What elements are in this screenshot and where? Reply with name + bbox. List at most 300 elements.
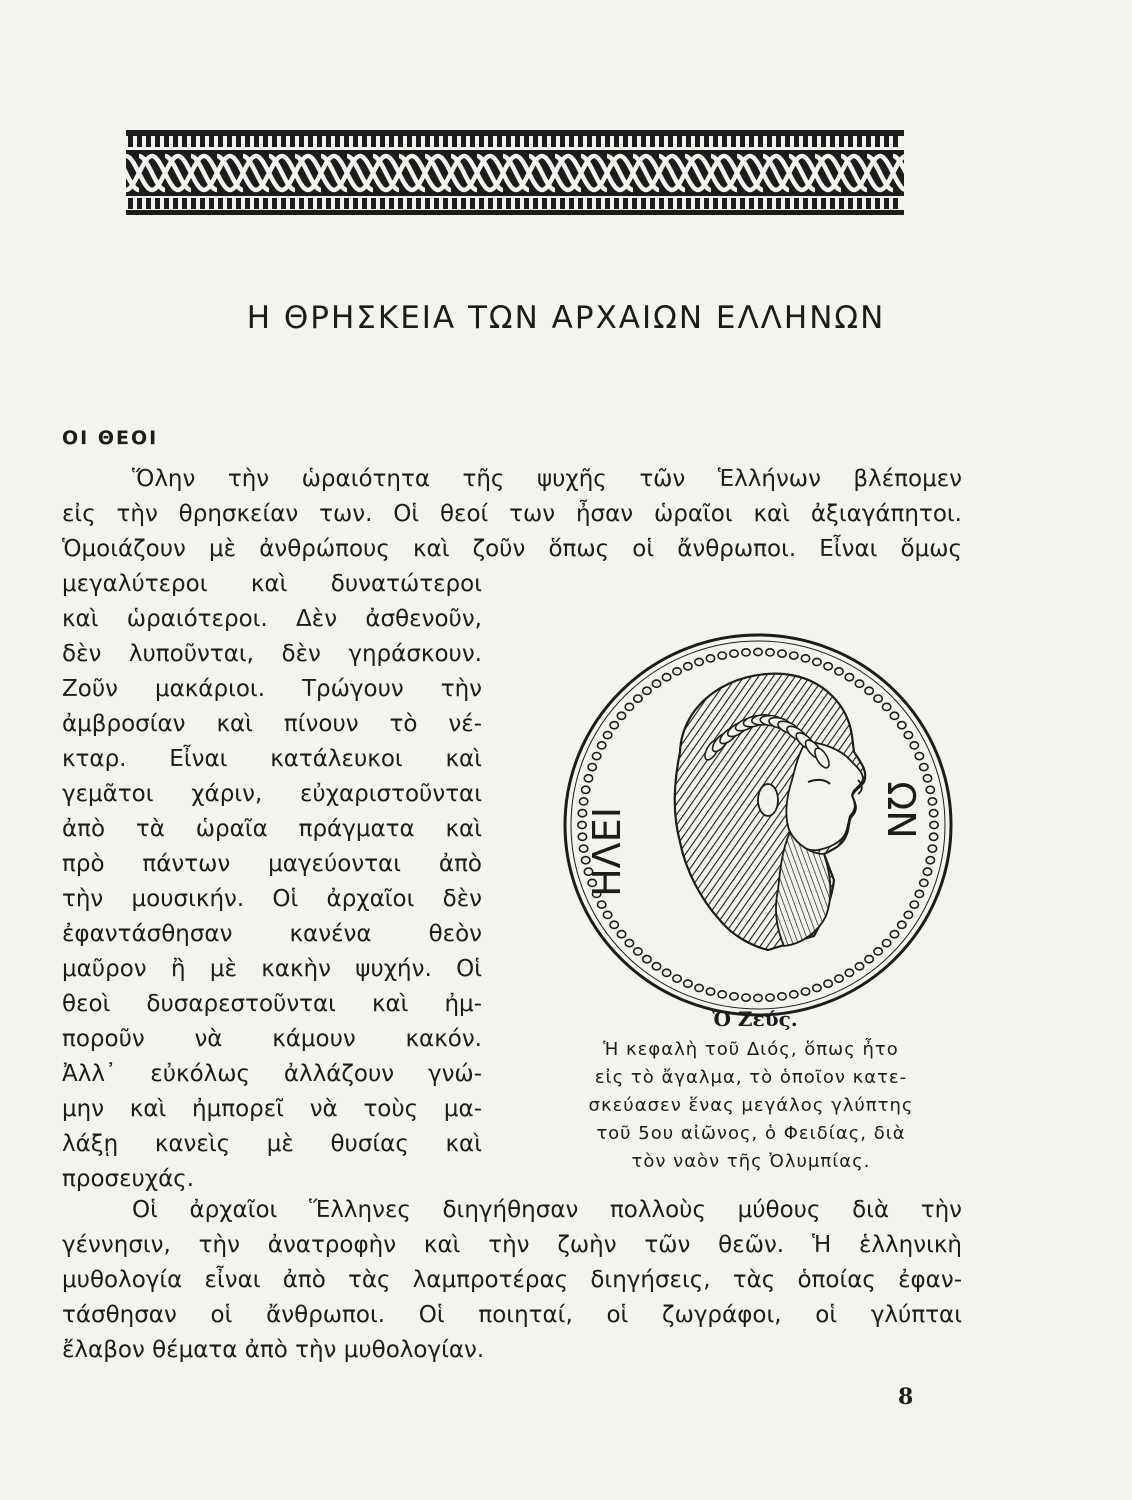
coin-bead [835, 668, 843, 675]
coin-bead [926, 786, 934, 793]
dentil [389, 198, 394, 209]
dentil [407, 198, 412, 209]
dentil [542, 198, 547, 209]
dentil [794, 198, 799, 209]
dentil [344, 136, 349, 147]
dentil [488, 198, 493, 209]
text-line: ἀμβροσίαν καὶ πίνουν τὸ νέ- [62, 711, 482, 737]
dentil [866, 136, 871, 147]
page-number: 8 [898, 1384, 914, 1410]
dentil [632, 198, 637, 209]
dentil [614, 198, 619, 209]
coin-bead [801, 655, 809, 662]
dentil [704, 198, 709, 209]
dentil [497, 136, 502, 147]
dentil [272, 136, 277, 147]
coin-bead [813, 658, 821, 665]
dentil [371, 198, 376, 209]
dentil [146, 198, 151, 209]
dentil [227, 136, 232, 147]
dentil [587, 136, 592, 147]
dentil [461, 198, 466, 209]
dentil [254, 198, 259, 209]
dentil [164, 198, 169, 209]
coin-bead [684, 663, 692, 670]
dentil [884, 136, 889, 147]
dentil [641, 136, 646, 147]
dentil [398, 198, 403, 209]
text-line: προσευχάς. [62, 1166, 195, 1192]
dentil [542, 136, 547, 147]
dentil [353, 136, 358, 147]
coin-bead [898, 722, 906, 729]
dentil [128, 136, 133, 147]
dentil [245, 198, 250, 209]
dentil [884, 198, 889, 209]
coin-bead [718, 991, 726, 998]
dentil [254, 136, 259, 147]
coin-bead [754, 648, 762, 655]
caption-line: τοῦ 5ου αἰῶνος, ὁ Φειδίας, διὰ [596, 1123, 906, 1144]
coin-bead [801, 988, 809, 995]
dentil [749, 198, 754, 209]
dentil [596, 136, 601, 147]
coin-bead [730, 993, 738, 1000]
dentil [344, 198, 349, 209]
dentil [740, 136, 745, 147]
dentil [236, 198, 241, 209]
dentil [308, 198, 313, 209]
dentil [650, 136, 655, 147]
coin-inscription-left: ΗΛΕΙ [585, 807, 629, 897]
dentil [434, 198, 439, 209]
dentil [686, 136, 691, 147]
coin-bead [706, 988, 714, 995]
dentil [155, 136, 160, 147]
coin-bead [584, 775, 592, 782]
coin-bead [845, 969, 853, 976]
dentil [623, 136, 628, 147]
coin-bead [766, 649, 774, 656]
dentil [767, 198, 772, 209]
text-line: γέννησιν, τὴν ἀνατροφὴν καὶ τὴν ζωὴν τῶν θεῶν. Ἡ ἑλληνικὴ [62, 1232, 962, 1258]
dentil [821, 136, 826, 147]
braid-ornament-band [126, 130, 904, 216]
text-line: εἰς τὴν θρησκείαν των. Οἱ θεοί των ἦσαν ὡραῖοι καὶ ἀξιαγάπητοι. [62, 501, 962, 527]
coin-bead [915, 890, 923, 897]
dentil [605, 136, 610, 147]
coin-bead [882, 703, 890, 710]
final-paragraph [62, 1193, 962, 1368]
coin-bead [603, 911, 611, 918]
coin-bead [742, 649, 750, 656]
text-line: τὴν μουσικήν. Οἱ ἀρχαῖοι δὲν [62, 886, 482, 912]
dentil [263, 136, 268, 147]
coin-bead [865, 687, 873, 694]
dentil [758, 136, 763, 147]
dentil [812, 136, 817, 147]
dentil [641, 198, 646, 209]
dentil [551, 136, 556, 147]
dentil [839, 198, 844, 209]
dentil [569, 136, 574, 147]
coin-bead [928, 845, 936, 852]
ornament-dentil-bottom [128, 198, 898, 209]
coin-bead [824, 663, 832, 670]
coin-bead [778, 993, 786, 1000]
dentil [137, 136, 142, 147]
dentil [389, 136, 394, 147]
coin-bead [923, 775, 931, 782]
dentil [290, 136, 295, 147]
coin-bead [890, 931, 898, 938]
dentil [794, 136, 799, 147]
coin-bead [695, 658, 703, 665]
coin-bead [662, 674, 670, 681]
dentil [191, 198, 196, 209]
dentil [578, 136, 583, 147]
figure-caption [545, 1036, 957, 1176]
dentil [776, 136, 781, 147]
dentil [461, 136, 466, 147]
coin-bead [673, 975, 681, 982]
dentil [659, 136, 664, 147]
dentil [380, 136, 385, 147]
dentil [713, 136, 718, 147]
caption-line: εἰς τὸ ἄγαλμα, τὸ ὁποῖον κατε- [594, 1067, 908, 1088]
dentil [182, 198, 187, 209]
text-line: ἐφαντάσθησαν κανένα θεὸν [62, 921, 482, 947]
dentil [560, 136, 565, 147]
dentil [218, 198, 223, 209]
coin-bead [855, 680, 863, 687]
dentil [425, 136, 430, 147]
page-title: Η ΘΡΗΣΚΕΙΑ ΤΩΝ ΑΡΧΑΙΩΝ ΕΛΛΗΝΩΝ [246, 300, 886, 336]
coin-bead [625, 940, 633, 947]
dentil [767, 136, 772, 147]
dentil [839, 136, 844, 147]
dentil [452, 136, 457, 147]
coin-bead [923, 868, 931, 875]
dentil [281, 198, 286, 209]
text-line: μυθολογία εἶναι ἀπὸ τὰς λαμπροτέρας διηγήσεις, τὰς ὁποίας ἐφαν- [62, 1267, 962, 1293]
dentil [812, 198, 817, 209]
zeus-coin-illustration [562, 632, 954, 1018]
text-line: λάξῃ κανεὶς μὲ θυσίας καὶ [62, 1131, 482, 1157]
dentil [353, 198, 358, 209]
coin-bead [874, 695, 882, 702]
coin-bead [706, 655, 714, 662]
dentil [209, 198, 214, 209]
coin-bead [625, 703, 633, 710]
dentil [272, 198, 277, 209]
text-line: μην καὶ ἠμπορεῖ νὰ τοὺς μα- [62, 1096, 482, 1122]
coin-bead [582, 786, 590, 793]
dentil [893, 198, 898, 209]
coin-bead [813, 984, 821, 991]
dentil [479, 136, 484, 147]
dentil [587, 198, 592, 209]
coin-bead [920, 879, 928, 886]
coin-bead [610, 921, 618, 928]
coin-bead [634, 948, 642, 955]
dentil [875, 136, 880, 147]
dentil [209, 136, 214, 147]
dentil [155, 198, 160, 209]
dentil [263, 198, 268, 209]
dentil [524, 198, 529, 209]
zeus-head-icon [675, 674, 866, 950]
coin-bead [598, 901, 606, 908]
dentil [290, 198, 295, 209]
dentil [668, 136, 673, 147]
coin-bead [652, 680, 660, 687]
dentil [443, 198, 448, 209]
dentil [488, 136, 493, 147]
dentil [182, 136, 187, 147]
coin-bead [929, 833, 937, 840]
dentil [560, 198, 565, 209]
coin-bead [718, 652, 726, 659]
coin-bead [929, 810, 937, 817]
coin-bead [643, 956, 651, 963]
dentil [614, 136, 619, 147]
text-line: Οἱ ἀρχαῖοι Ἕλληνες διηγήθησαν πολλοὺς μύθους διὰ τὴν [132, 1197, 962, 1223]
text-line: Ζοῦν μακάριοι. Τρώγουν τὴν [62, 676, 482, 702]
caption-line: σκεύασεν ἕνας μεγάλος γλύπτης [588, 1095, 914, 1116]
coin-bead [643, 687, 651, 694]
dentil [245, 136, 250, 147]
text-line: Ἀλλ᾽ εὐκόλως ἀλλάζουν γνώ- [62, 1061, 482, 1087]
dentil [299, 136, 304, 147]
dentil [227, 198, 232, 209]
coin-bead [695, 984, 703, 991]
coin-bead [617, 931, 625, 938]
column-paragraph [62, 567, 482, 1197]
dentil [695, 136, 700, 147]
dentil [281, 136, 286, 147]
caption-line: τὸν ναὸν τῆς Ὀλυμπίας. [631, 1151, 871, 1172]
text-line: δὲν λυποῦνται, δὲν γηράσκουν. [62, 641, 482, 667]
dentil [758, 198, 763, 209]
text-line: ποροῦν νὰ κάμουν κακόν. [62, 1026, 482, 1052]
dentil [416, 198, 421, 209]
coin-bead [910, 742, 918, 749]
dentil [335, 198, 340, 209]
dentil [173, 136, 178, 147]
dentil [362, 136, 367, 147]
dentil [479, 198, 484, 209]
dentil [371, 136, 376, 147]
coin-bead [904, 911, 912, 918]
dentil [596, 198, 601, 209]
dentil [713, 198, 718, 209]
coin-bead [778, 650, 786, 657]
dentil [623, 198, 628, 209]
dentil [533, 198, 538, 209]
coin-bead [754, 994, 762, 1001]
dentil [821, 198, 826, 209]
caption-line: Ἡ κεφαλὴ τοῦ Διός, ὅπως ἦτο [603, 1039, 899, 1060]
dentil [506, 198, 511, 209]
coin-bead [882, 940, 890, 947]
dentil [173, 198, 178, 209]
coin-bead [617, 712, 625, 719]
coin-bead [673, 668, 681, 675]
dentil [650, 198, 655, 209]
dentil [830, 136, 835, 147]
dentil [425, 198, 430, 209]
dentil [416, 136, 421, 147]
dentil [128, 198, 133, 209]
coin-bead [898, 921, 906, 928]
text-line: πρὸ πάντων μαγεύονται ἀπὸ [62, 851, 482, 877]
dentil [146, 136, 151, 147]
coin-bead [910, 901, 918, 908]
text-line: κταρ. Εἶναι κατάλευκοι καὶ [62, 746, 482, 772]
dentil [299, 198, 304, 209]
dentil [515, 198, 520, 209]
dentil [668, 198, 673, 209]
dentil [533, 136, 538, 147]
caption-title: Ὁ Ζεύς. [712, 1007, 798, 1031]
dentil [200, 198, 205, 209]
dentil [515, 136, 520, 147]
coin-bead [634, 695, 642, 702]
dentil [830, 198, 835, 209]
dentil [740, 198, 745, 209]
coin-bead [766, 994, 774, 1001]
dentil [857, 198, 862, 209]
coin-bead [926, 857, 934, 864]
dentil [578, 198, 583, 209]
dentil [524, 136, 529, 147]
section-heading: ΟΙ ΘΕΟΙ [62, 427, 159, 449]
coin-bead [845, 674, 853, 681]
dentil [470, 198, 475, 209]
dentil [677, 136, 682, 147]
coin-bead [865, 956, 873, 963]
dentil [605, 198, 610, 209]
coin-bead [684, 980, 692, 987]
dentil [659, 198, 664, 209]
coin-bead [790, 991, 798, 998]
dentil [317, 136, 322, 147]
coin-bead [598, 742, 606, 749]
coin-bead [652, 963, 660, 970]
coin-bead [588, 764, 596, 771]
dentil [164, 136, 169, 147]
dentil [857, 136, 862, 147]
dentil [875, 198, 880, 209]
coin-bead [592, 753, 600, 760]
coin-bead [790, 652, 798, 659]
dentil [785, 136, 790, 147]
dentil [848, 136, 853, 147]
dentil [677, 198, 682, 209]
dentil [200, 136, 205, 147]
dentil [695, 198, 700, 209]
dentil [551, 198, 556, 209]
intro-paragraph [62, 462, 962, 567]
coin-bead [920, 764, 928, 771]
dentil [848, 198, 853, 209]
dentil [308, 136, 313, 147]
coin-bead [730, 650, 738, 657]
text-line: Ὁμοιάζουν μὲ ἀνθρώπους καὶ ζοῦν ὅπως οἱ ἄνθρωποι. Εἶναι ὅμως [62, 536, 962, 562]
dentil [722, 136, 727, 147]
dentil [749, 136, 754, 147]
dentil [632, 136, 637, 147]
dentil [137, 198, 142, 209]
dentil [731, 136, 736, 147]
coin-bead [835, 975, 843, 982]
text-line: καὶ ὡραιότεροι. Δὲν ἀσθενοῦν, [62, 606, 482, 632]
dentil [335, 136, 340, 147]
coin-bead [874, 948, 882, 955]
coin-bead [890, 712, 898, 719]
text-line: ἔλαβον θέματα ἀπὸ τὴν μυθολογίαν. [62, 1337, 485, 1363]
coin-bead [824, 980, 832, 987]
dentil [785, 198, 790, 209]
dentil [407, 136, 412, 147]
coin-bead [904, 732, 912, 739]
coin-bead [603, 732, 611, 739]
dentil [803, 136, 808, 147]
text-line: Ὅλην τὴν ὡραιότητα τῆς ψυχῆς τῶν Ἑλλήνων βλέπομεν [132, 466, 962, 492]
dentil [398, 136, 403, 147]
dentil [452, 198, 457, 209]
dentil [497, 198, 502, 209]
coin-inscription-right: ΩΝ [879, 781, 923, 839]
dentil [443, 136, 448, 147]
text-line: θεοὶ δυσαρεστοῦνται καὶ ἠμ- [62, 991, 482, 1017]
dentil [893, 136, 898, 147]
dentil [731, 198, 736, 209]
dentil [326, 198, 331, 209]
text-line: τάσθησαν οἱ ἄνθρωποι. Οἱ ποιηταί, οἱ ζωγράφοι, οἱ γλύπται [62, 1302, 962, 1328]
dentil [776, 198, 781, 209]
text-line: γεμᾶτοι χάριν, εὐχαριστοῦνται [62, 781, 482, 807]
dentil [317, 198, 322, 209]
dentil [704, 136, 709, 147]
dentil [434, 136, 439, 147]
dentil [218, 136, 223, 147]
dentil [380, 198, 385, 209]
dentil [866, 198, 871, 209]
dentil [236, 136, 241, 147]
coin-bead [855, 963, 863, 970]
dentil [362, 198, 367, 209]
coin-bead [662, 969, 670, 976]
dentil [803, 198, 808, 209]
coin-bead [742, 994, 750, 1001]
dentil [506, 136, 511, 147]
dentil [470, 136, 475, 147]
coin-bead [915, 753, 923, 760]
coin-bead [928, 798, 936, 805]
dentil [569, 198, 574, 209]
dentil [326, 136, 331, 147]
text-line: μεγαλύτεροι καὶ δυνατώτεροι [62, 571, 482, 597]
text-line: ἀπὸ τὰ ὡραῖα πράγματα καὶ [62, 816, 482, 842]
dentil [191, 136, 196, 147]
coin-bead [579, 798, 587, 805]
ornament-dentil-top [128, 136, 898, 147]
coin-bead [610, 722, 618, 729]
dentil [722, 198, 727, 209]
text-line: μαῦρον ἢ μὲ κακὴν ψυχήν. Οἱ [62, 956, 482, 982]
